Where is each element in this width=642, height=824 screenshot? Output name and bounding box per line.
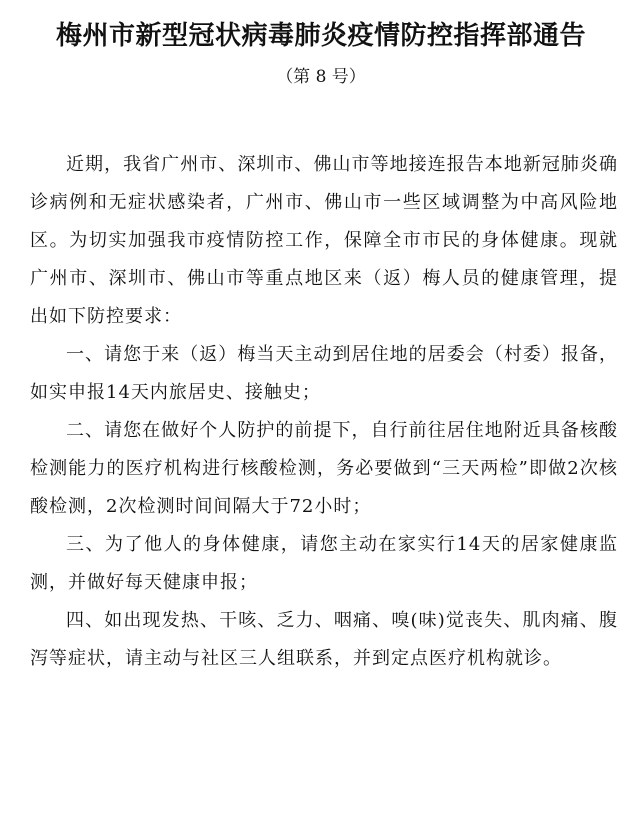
requirement-1: 一、请您于来（返）梅当天主动到居住地的居委会（村委）报备，如实申报14天内旅居史、接触史； (30, 344, 618, 403)
requirement-4: 四、如出现发热、干咳、乏力、咽痛、嗅(味)觉丧失、肌肉痛、腹泻等症状，请主动与社区三人组联系，并到定点医疗机构就诊。 (30, 610, 618, 669)
issue-number: （第 8 号） (276, 67, 366, 87)
notice-body (30, 146, 618, 678)
requirement-2: 二、请您在做好个人防护的前提下，自行前往居住地附近具备核酸检测能力的医疗机构进行核酸检测，务必要做到“三天两检”即做2次核酸检测，2次检测时间间隔大于72小时； (30, 420, 618, 517)
intro-paragraph: 近期，我省广州市、深圳市、佛山市等地接连报告本地新冠肺炎确诊病例和无症状感染者，广州市、佛山市一些区域调整为中高风险地区。为切实加强我市疫情防控工作，保障全市市民的身体健康。现就广州市、深圳市、佛山市等重点地区来（返）梅人员的健康管理，提出如下防控要求： (30, 154, 618, 327)
requirement-3: 三、为了他人的身体健康，请您主动在家实行14天的居家健康监测，并做好每天健康申报； (30, 534, 618, 593)
notice-title: 梅州市新型冠状病毒肺炎疫情防控指挥部通告 (55, 21, 586, 51)
